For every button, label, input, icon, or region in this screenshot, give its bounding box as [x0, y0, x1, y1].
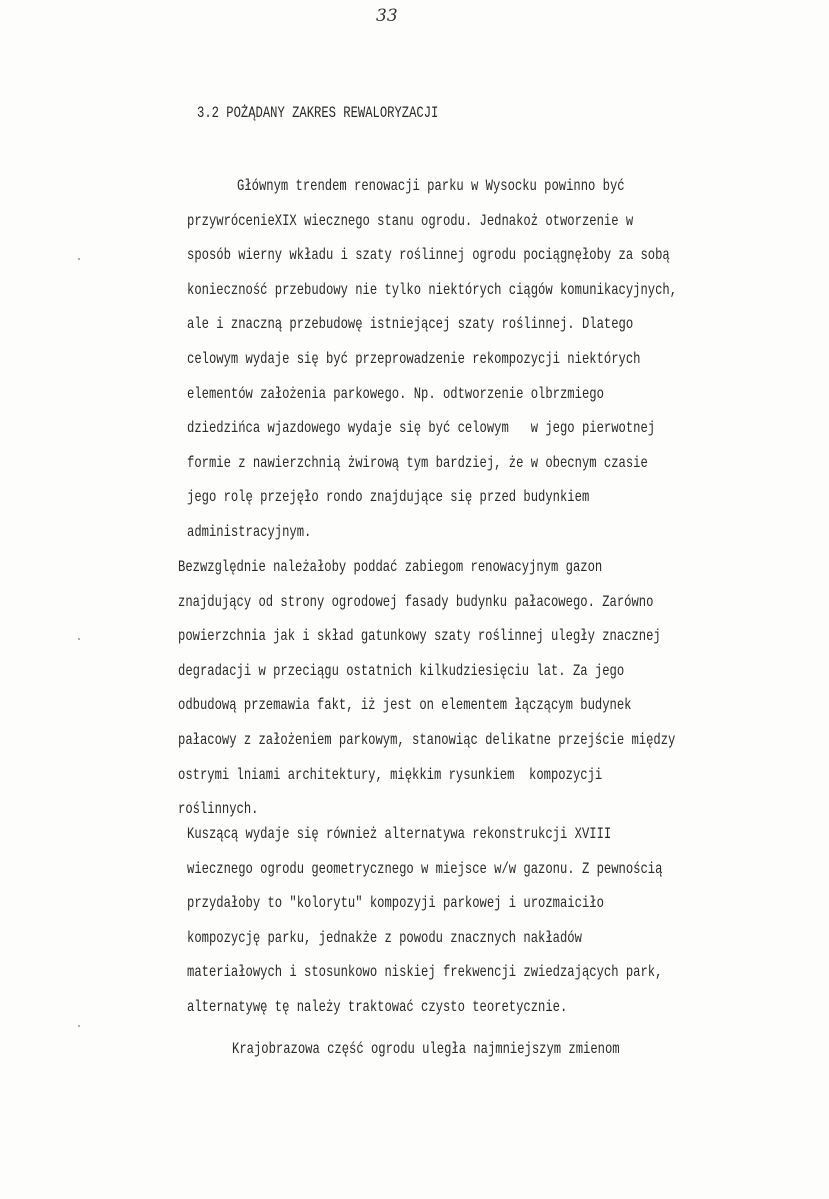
text-line: Bezwzględnie należałoby poddać zabiegom renowacyjnym gazon [178, 558, 603, 576]
text-line: przydałoby to "kolorytu" kompozyji parkowej i urozmaiciło [187, 894, 604, 912]
text-line: kompozycję parku, jednakże z powodu znacznych nakładów [187, 929, 582, 947]
text-line: Głównym trendem renowacji parku w Wysocku powinno być [237, 177, 625, 195]
text-line: roślinnych. [178, 800, 259, 818]
text-line: jego rolę przejęło rondo znajdujące się przed budynkiem [187, 488, 590, 507]
text-line: znajdujący od strony ogrodowej fasady budynku pałacowego. Zarówno [178, 592, 654, 611]
text-line: Kuszącą wydaje się również alternatywa rekonstrukcji XVIII [187, 825, 612, 843]
scan-speck [78, 1025, 80, 1027]
section-heading: 3.2 POŻĄDANY ZAKRES REWALORYZACJI [197, 104, 439, 122]
text-line: dziedzińca wjazdowego wydaje się być celowym w jego pierwotnej [187, 419, 656, 437]
text-line: pałacowy z założeniem parkowym, stanowiąc delikatne przejście między [178, 731, 676, 749]
scan-speck [78, 638, 80, 640]
page-number: 33 [376, 6, 398, 26]
text-line: odbudową przemawia fakt, iż jest on elementem łączącym budynek [178, 696, 632, 715]
text-line: konieczność przebudowy nie tylko niektórych ciągów komunikacyjnych, [187, 281, 678, 299]
text-line: administracyjnym. [187, 523, 312, 541]
text-line: ale i znaczną przebudowę istniejącej szaty roślinnej. Dlatego [187, 315, 634, 334]
text-line: powierzchnia jak i skład gatunkowy szaty roślinnej uległy znacznej [178, 627, 661, 645]
text-line: ostrymi lniami architektury, miękkim rysunkiem kompozycji [178, 765, 603, 784]
text-line: celowym wydaje się być przeprowadzenie rekompozycji niektórych [187, 350, 641, 368]
text-line: degradacji w przeciągu ostatnich kilkudziesięciu lat. Za jego [178, 662, 625, 680]
text-line: wiecznego ogrodu geometrycznego w miejsce w/w gazonu. Z pewnością [187, 859, 663, 878]
text-line: Krajobrazowa część ogrodu uległa najmniejszym zmienom [232, 1040, 620, 1058]
text-line: materiałowych i stosunkowo niskiej frekwencji zwiedzających park, [187, 963, 663, 982]
text-line: sposób wierny wkładu i szaty roślinnej ogrodu pociągnęłoby za sobą [187, 246, 670, 264]
text-line: elementów założenia parkowego. Np. odtworzenie olbrzmiego [187, 384, 604, 403]
text-line: alternatywę tę należy traktować czysto teoretycznie. [187, 998, 568, 1016]
text-line: formie z nawierzchnią żwirową tym bardziej, że w obecnym czasie [187, 454, 648, 472]
text-line: przywrócenieXIX wiecznego stanu ogrodu. Jednakoż otworzenie w [187, 211, 634, 230]
scan-speck [78, 258, 80, 260]
